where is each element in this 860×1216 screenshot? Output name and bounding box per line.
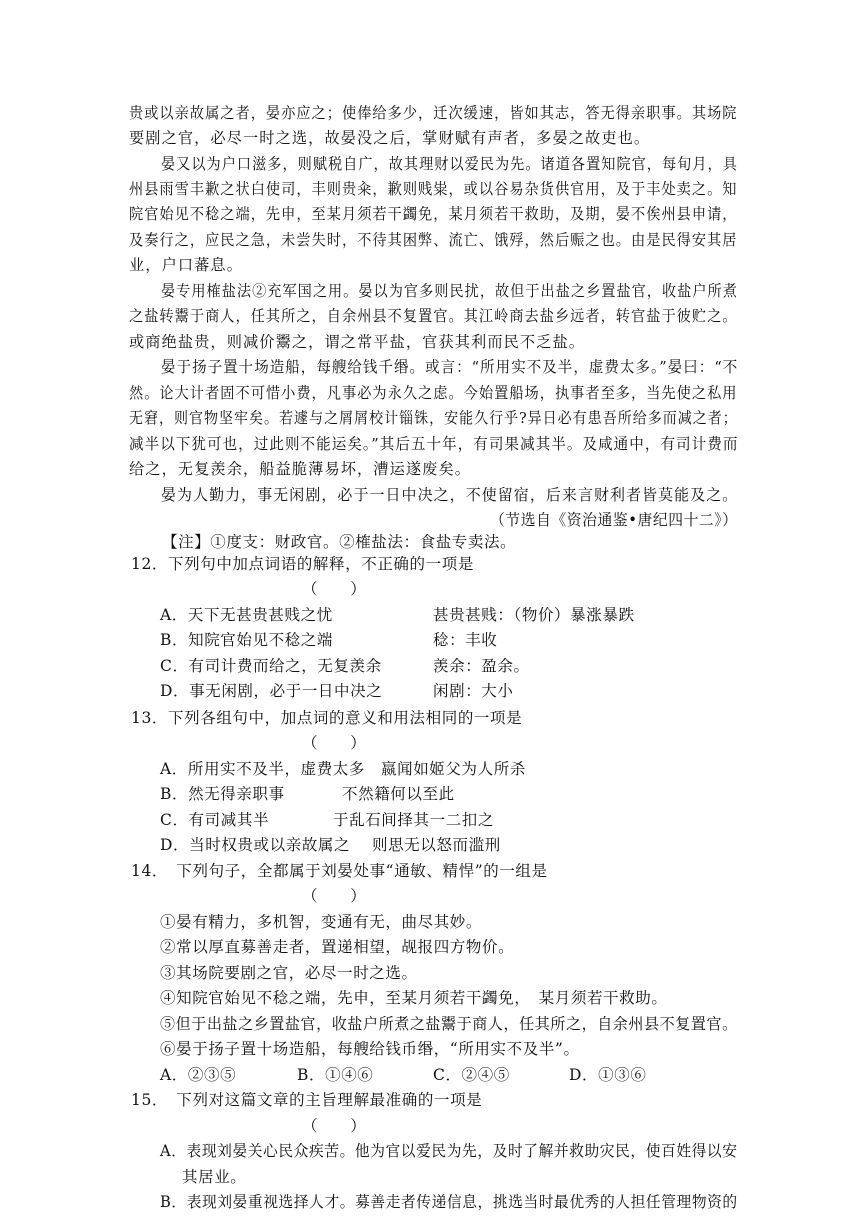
q13-option-a-compare: 嬴闻如姬父为人所杀 [381,760,526,778]
passage-p4-line-2: 然。论大计者固不可惜小费，凡事必为永久之虑。今始置船场，执事者至多，当先使之私用 [129,384,738,402]
passage-p4-line-3: 无窘，则官物坚牢矣。若遽与之屑屑校计锱铢，安能久行乎?异日必有患吾所给多而减之者； [129,409,738,427]
passage-source: （节选自《资治通鉴•唐纪四十二》） [490,511,738,529]
q15-answer-blank: （ ） [302,1117,367,1135]
passage-p3-line-3: 或商绝盐贵，则减价鬻之，谓之常平盐，官获其利而民不乏盐。 [129,333,586,351]
passage-note: 【注】①度支：财政官。②榷盐法：食盐专卖法。 [162,533,517,551]
q12-option-d: D．事无闲剧，必于一日中决之 [160,682,383,700]
passage-p4-line-4: 减半以下犹可也，过此则不能运矣。”其后五十年，有司果减其半。及咸通中，有司计费而 [129,435,739,453]
passage-p4-line-1: 晏于扬子置十场造船，每艘给钱千缗。或言：“所用实不及半，虚费太多。”晏曰：“不 [161,358,739,376]
q14-choice-a: A．②③⑤ [160,1066,237,1084]
q14-stem: 14． 下列句子，全都属于刘晏处事“通敏、精悍”的一组是 [131,862,548,880]
q12-stem: 12．下列句中加点词语的解释，不正确的一项是 [131,555,474,573]
q15-option-b-line-1: B．表现刘晏重视选择人才。募善走者传递信息，挑选当时最优秀的人担任管理物资的 [160,1193,738,1211]
q12-option-a-gloss: 甚贵甚贱：（物价）暴涨暴跌 [433,606,635,624]
q14-choice-b: B．①④⑥ [297,1066,374,1084]
q12-option-b-gloss: 稔：丰收 [433,631,498,649]
q15-stem: 15． 下列对这篇文章的主旨理解最准确的一项是 [131,1091,483,1109]
passage-p3-line-1: 晏专用榷盐法②充军国之用。晏以为官多则民扰，故但于出盐之乡置盐官，收盐户所煮 [161,282,738,300]
q14-choice-c: C．②④⑤ [433,1066,510,1084]
q15-option-a-line-2: 其居业。 [182,1168,247,1186]
q14-item-6: ⑥晏于扬子置十场造船，每艘给钱币缗，“所用实不及半”。 [160,1040,580,1058]
q14-item-3: ③其场院要剧之官，必尽一时之选。 [160,964,418,982]
q13-option-c: C．有司减其半 [160,811,270,829]
q13-option-d: D．当时权贵或以亲故属之 [160,836,351,854]
q13-option-b-compare: 不然籍何以至此 [342,785,455,803]
q13-answer-blank: （ ） [302,734,367,752]
q13-option-b: B．然无得亲职事 [160,785,285,803]
q15-option-a-line-1: A．表现刘晏关心民众疾苦。他为官以爱民为先，及时了解并救助灾民，使百姓得以安 [160,1142,738,1160]
q13-option-a: A．所用实不及半，虚费太多 [160,760,365,778]
passage-p1-line-2: 要剧之官，必尽一时之选，故晏没之后，掌财赋有声者，多晏之故吏也。 [129,129,651,147]
passage-p2-line-3: 院官始见不稔之端，先申，至某月须若干蠲免，某月须若干救助，及期，晏不俟州县申请， [129,205,738,223]
q14-item-5: ⑤但于出盐之乡置盐官，收盐户所煮之盐鬻于商人，任其所之，自余州县不复置官。 [160,1015,738,1033]
q12-option-a: A．天下无甚贵甚贱之忧 [160,606,333,624]
passage-p2-line-4: 及奏行之，应民之急，未尝失时，不待其困弊、流亡、饿殍，然后赈之也。由是民得安其居 [129,231,738,249]
passage-p3-line-2: 之盐转鬻于商人，任其所之，自余州县不复置官。其江岭商去盐乡远者，转官盐于彼贮之。 [129,307,738,325]
passage-p4-line-5: 给之，无复羡余，船益脆薄易坏，漕运遂废矣。 [129,460,472,478]
passage-p1-line-1: 贵或以亲故属之者，晏亦应之；使俸给多少，迁次缓速，皆如其志，答无得亲职事。其场院 [129,104,738,122]
q14-item-4: ④知院官始见不稔之端，先申，至某月须若干蠲免， 某月须若干救助。 [160,989,668,1007]
q13-option-c-compare: 于乱石间择其一二扣之 [333,811,495,829]
q13-option-d-compare: 则思无以怒而滥刑 [372,836,501,854]
q12-option-c: C．有司计费而给之，无复羡余 [160,657,382,675]
q14-item-1: ①晏有精力，多机智，变通有无，曲尽其妙。 [160,913,483,931]
passage-p2-line-1: 晏又以为户口滋多，则赋税自广，故其理财以爱民为先。诸道各置知院官，每旬月，具 [161,155,738,173]
passage-p5-line-1: 晏为人勤力，事无闲剧，必于一日中决之，不使留宿，后来言财利者皆莫能及之。 [161,486,739,504]
q13-stem: 13．下列各组句中，加点词的意义和用法相同的一项是 [131,709,523,727]
q14-answer-blank: （ ） [302,887,367,905]
q12-option-d-gloss: 闲剧：大小 [433,682,514,700]
passage-p2-line-2: 州县雨雪丰歉之状白使司，丰则贵籴，歉则贱粜，或以谷易杂货供官用，及于丰处卖之。知 [129,180,738,198]
q12-option-b: B．知院官始见不稔之端 [160,631,333,649]
q12-answer-blank: （ ） [302,580,367,598]
q12-option-c-gloss: 羡余：盈余。 [433,657,530,675]
q14-choice-d: D．①③⑥ [569,1066,647,1084]
q14-item-2: ②常以厚直募善走者，置递相望，觇报四方物价。 [160,938,515,956]
passage-p2-line-5: 业，户口蕃息。 [129,256,244,274]
